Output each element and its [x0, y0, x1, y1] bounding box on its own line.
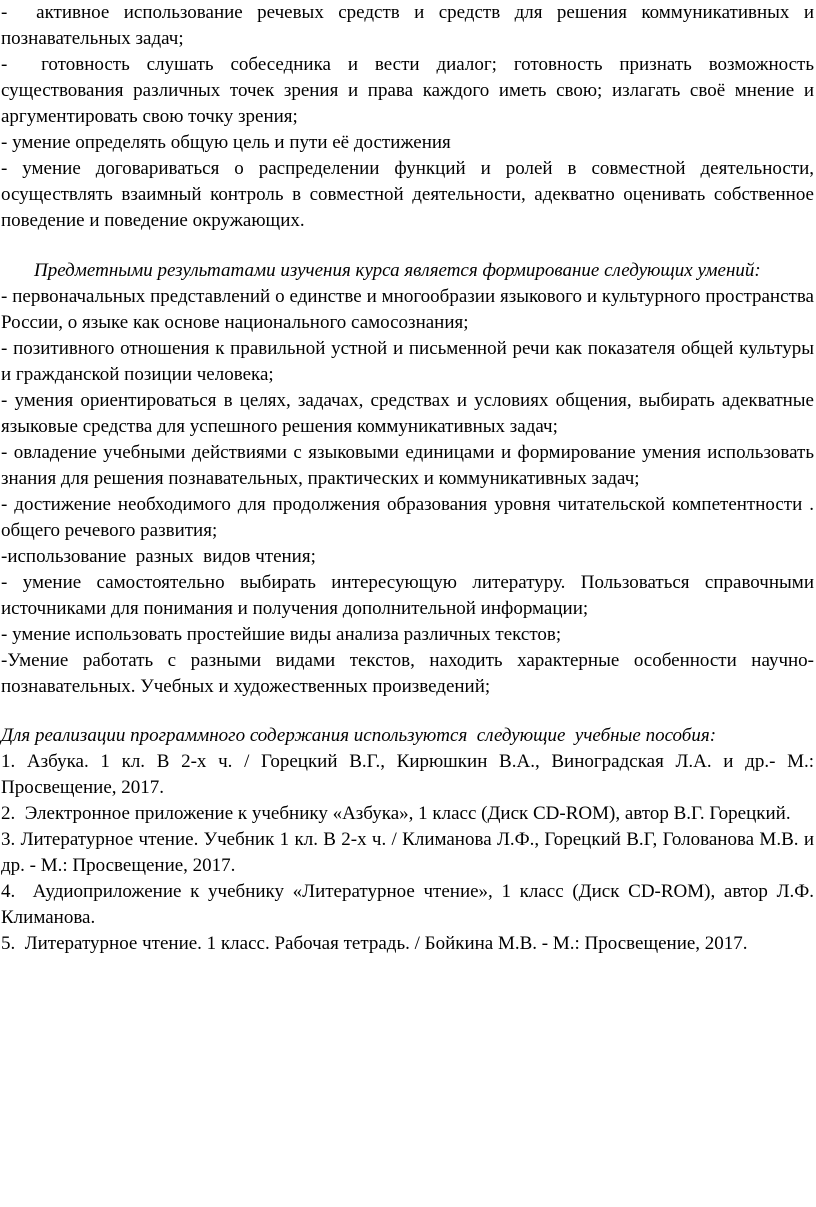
list-item: 1. Азбука. 1 кл. В 2-х ч. / Горецкий В.Г., Кирюшкин В.А., Виноградская Л.А. и др.- М.: Просвещение, 2017.	[1, 751, 814, 798]
list-item: 4. Аудиоприложение к учебнику «Литературное чтение», 1 класс (Диск CD-ROM), автор Л.Ф. Климанова.	[1, 881, 814, 928]
list-item: - умение определять общую цель и пути её достижения	[1, 132, 451, 153]
list-item: - готовность слушать собеседника и вести диалог; готовность признать возможность существования различных точек зрения и права каждого иметь свою; излагать своё мнение и аргументировать свою точку зрения;	[1, 54, 814, 127]
list-item: - умение использовать простейшие виды анализа различных текстов;	[1, 624, 562, 645]
list-item: - овладение учебными действиями с языковыми единицами и формирование умения использовать знания для решения познавательных, практических и коммуникативных задач;	[1, 442, 814, 489]
communicative-skills-list	[1, 0, 814, 234]
list-item: -Умение работать с разными видами текстов, находить характерные особенности научно-познавательных. Учебных и художественных произведений;	[1, 650, 814, 697]
list-item: - достижение необходимого для продолжения образования уровня читательской компетентности . общего речевого развития;	[1, 494, 814, 541]
list-item: 3. Литературное чтение. Учебник 1 кл. В 2-х ч. / Климанова Л.Ф., Горецкий В.Г, Голованова М.В. и др. - М.: Просвещение, 2017.	[1, 829, 814, 876]
section-heading: Предметными результатами изучения курса является формирование следующих умений:	[34, 260, 761, 281]
textbooks-section	[1, 723, 814, 957]
list-item: - первоначальных представлений о единстве и многообразии языкового и культурного пространства России, о языке как основе национального самосознания;	[1, 286, 814, 333]
list-item: - умение самостоятельно выбирать интересующую литературу. Пользоваться справочными источниками для понимания и получения дополнительной информации;	[1, 572, 814, 619]
list-item: 2. Электронное приложение к учебнику «Азбука», 1 класс (Диск CD-ROM), автор В.Г. Горецкий.	[1, 803, 791, 824]
subject-results-section	[1, 258, 814, 700]
list-item: 5. Литературное чтение. 1 класс. Рабочая тетрадь. / Бойкина М.В. - М.: Просвещение, 2017.	[1, 933, 748, 954]
list-item: - умения ориентироваться в целях, задачах, средствах и условиях общения, выбирать адекватные языковые средства для успешного решения коммуникативных задач;	[1, 390, 814, 437]
list-item: - позитивного отношения к правильной устной и письменной речи как показателя общей культуры и гражданской позиции человека;	[1, 338, 814, 385]
list-item: -использование разных видов чтения;	[1, 546, 316, 567]
list-item: - активное использование речевых средств и средств для решения коммуникативных и познавательных задач;	[1, 2, 814, 49]
list-item: - умение договариваться о распределении функций и ролей в совместной деятельности, осуществлять взаимный контроль в совместной деятельности, адекватно оценивать собственное поведение и поведение окружающих.	[1, 158, 814, 231]
section-heading: Для реализации программного содержания используются следующие учебные пособия:	[1, 725, 717, 746]
